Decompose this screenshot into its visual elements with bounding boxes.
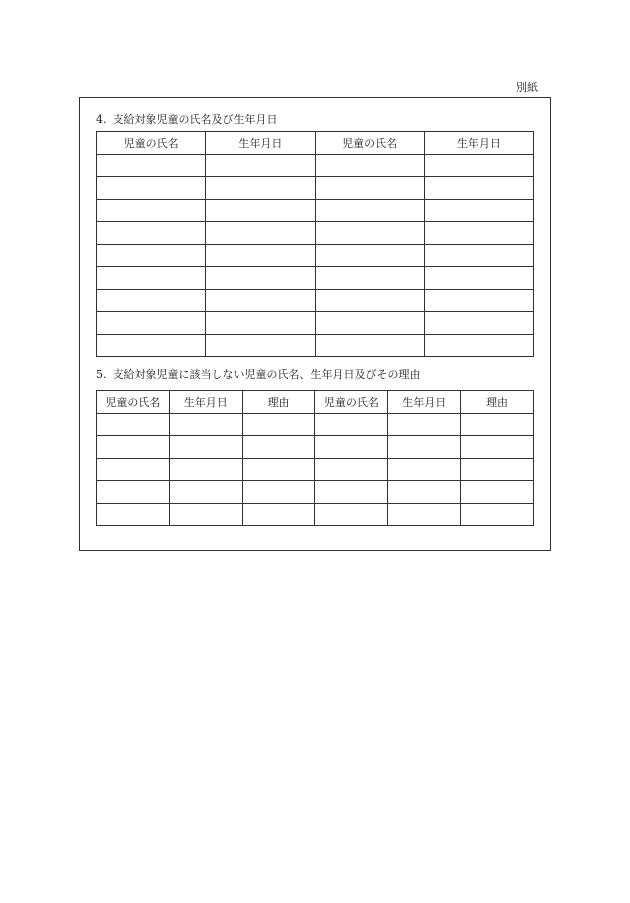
form-cell[interactable]: [388, 503, 461, 526]
form-cell[interactable]: [424, 289, 533, 312]
form-cell[interactable]: [388, 458, 461, 481]
form-cell[interactable]: [242, 503, 315, 526]
form-cell[interactable]: [169, 458, 242, 481]
form-cell[interactable]: [242, 436, 315, 459]
column-header-child-name: 児童の氏名: [97, 391, 170, 414]
form-cell[interactable]: [315, 312, 424, 335]
form-cell[interactable]: [242, 481, 315, 504]
form-cell[interactable]: [206, 244, 315, 267]
form-cell[interactable]: [97, 177, 206, 200]
section-5-number: 5.: [96, 368, 107, 381]
form-cell[interactable]: [206, 334, 315, 357]
form-cell[interactable]: [424, 177, 533, 200]
form-cell[interactable]: [424, 334, 533, 357]
table-row: [97, 458, 534, 481]
form-cell[interactable]: [388, 481, 461, 504]
column-header-reason: 理由: [461, 391, 534, 414]
form-cell[interactable]: [315, 334, 424, 357]
form-cell[interactable]: [97, 199, 206, 222]
form-cell[interactable]: [97, 436, 170, 459]
form-cell[interactable]: [97, 222, 206, 245]
section-4-number: 4.: [96, 113, 107, 126]
table-row: [97, 222, 534, 245]
section-5-title: 支給対象児童に該当しない児童の氏名、生年月日及びその理由: [112, 368, 421, 381]
form-cell[interactable]: [424, 154, 533, 177]
form-cell[interactable]: [461, 436, 534, 459]
form-cell[interactable]: [97, 334, 206, 357]
form-cell[interactable]: [206, 177, 315, 200]
form-cell[interactable]: [97, 244, 206, 267]
table-row: [97, 244, 534, 267]
eligible-children-table: [96, 131, 534, 357]
section-5-heading: [96, 368, 421, 382]
attachment-label: 別紙: [516, 81, 538, 94]
table-header-row: [97, 132, 534, 155]
column-header-birthdate: 生年月日: [169, 391, 242, 414]
form-cell[interactable]: [315, 154, 424, 177]
form-cell[interactable]: [424, 244, 533, 267]
form-cell[interactable]: [461, 503, 534, 526]
form-cell[interactable]: [315, 458, 388, 481]
form-cell[interactable]: [206, 222, 315, 245]
form-cell[interactable]: [424, 312, 533, 335]
column-header-birthdate: 生年月日: [424, 132, 533, 155]
column-header-birthdate: 生年月日: [206, 132, 315, 155]
column-header-birthdate: 生年月日: [388, 391, 461, 414]
form-cell[interactable]: [97, 458, 170, 481]
form-cell[interactable]: [206, 312, 315, 335]
column-header-reason: 理由: [242, 391, 315, 414]
table-row: [97, 481, 534, 504]
form-cell[interactable]: [388, 413, 461, 436]
table-row: [97, 177, 534, 200]
form-cell[interactable]: [206, 199, 315, 222]
column-header-child-name: 児童の氏名: [315, 132, 424, 155]
table-row: [97, 154, 534, 177]
form-cell[interactable]: [206, 289, 315, 312]
table-row: [97, 267, 534, 290]
form-cell[interactable]: [242, 413, 315, 436]
table-row: [97, 334, 534, 357]
form-cell[interactable]: [315, 244, 424, 267]
form-cell[interactable]: [424, 222, 533, 245]
form-cell[interactable]: [424, 199, 533, 222]
form-cell[interactable]: [206, 267, 315, 290]
table-row: [97, 503, 534, 526]
form-cell[interactable]: [461, 481, 534, 504]
table-row: [97, 413, 534, 436]
table-row: [97, 312, 534, 335]
form-cell[interactable]: [242, 458, 315, 481]
form-cell[interactable]: [315, 289, 424, 312]
form-cell[interactable]: [461, 413, 534, 436]
form-cell[interactable]: [97, 312, 206, 335]
form-cell[interactable]: [206, 154, 315, 177]
table-row: [97, 289, 534, 312]
form-cell[interactable]: [315, 481, 388, 504]
table-row: [97, 199, 534, 222]
form-cell[interactable]: [315, 267, 424, 290]
form-cell[interactable]: [315, 199, 424, 222]
form-cell[interactable]: [97, 481, 170, 504]
form-cell[interactable]: [461, 458, 534, 481]
column-header-child-name: 児童の氏名: [97, 132, 206, 155]
ineligible-children-table: [96, 390, 534, 526]
form-cell[interactable]: [169, 481, 242, 504]
form-cell[interactable]: [315, 413, 388, 436]
form-cell[interactable]: [97, 267, 206, 290]
form-cell[interactable]: [315, 503, 388, 526]
form-cell[interactable]: [315, 177, 424, 200]
form-cell[interactable]: [424, 267, 533, 290]
form-cell[interactable]: [169, 503, 242, 526]
form-cell[interactable]: [97, 503, 170, 526]
section-4-title: 支給対象児童の氏名及び生年月日: [112, 113, 278, 126]
form-cell[interactable]: [388, 436, 461, 459]
eligible-children-rows: [97, 154, 534, 357]
form-cell[interactable]: [97, 154, 206, 177]
form-cell[interactable]: [315, 436, 388, 459]
table-row: [97, 436, 534, 459]
form-cell[interactable]: [169, 413, 242, 436]
section-4-heading: [96, 113, 278, 127]
table-header-row: [97, 391, 534, 414]
form-cell[interactable]: [315, 222, 424, 245]
form-cell[interactable]: [97, 413, 170, 436]
column-header-child-name: 児童の氏名: [315, 391, 388, 414]
ineligible-children-rows: [97, 413, 534, 526]
form-cell[interactable]: [97, 289, 206, 312]
form-cell[interactable]: [169, 436, 242, 459]
